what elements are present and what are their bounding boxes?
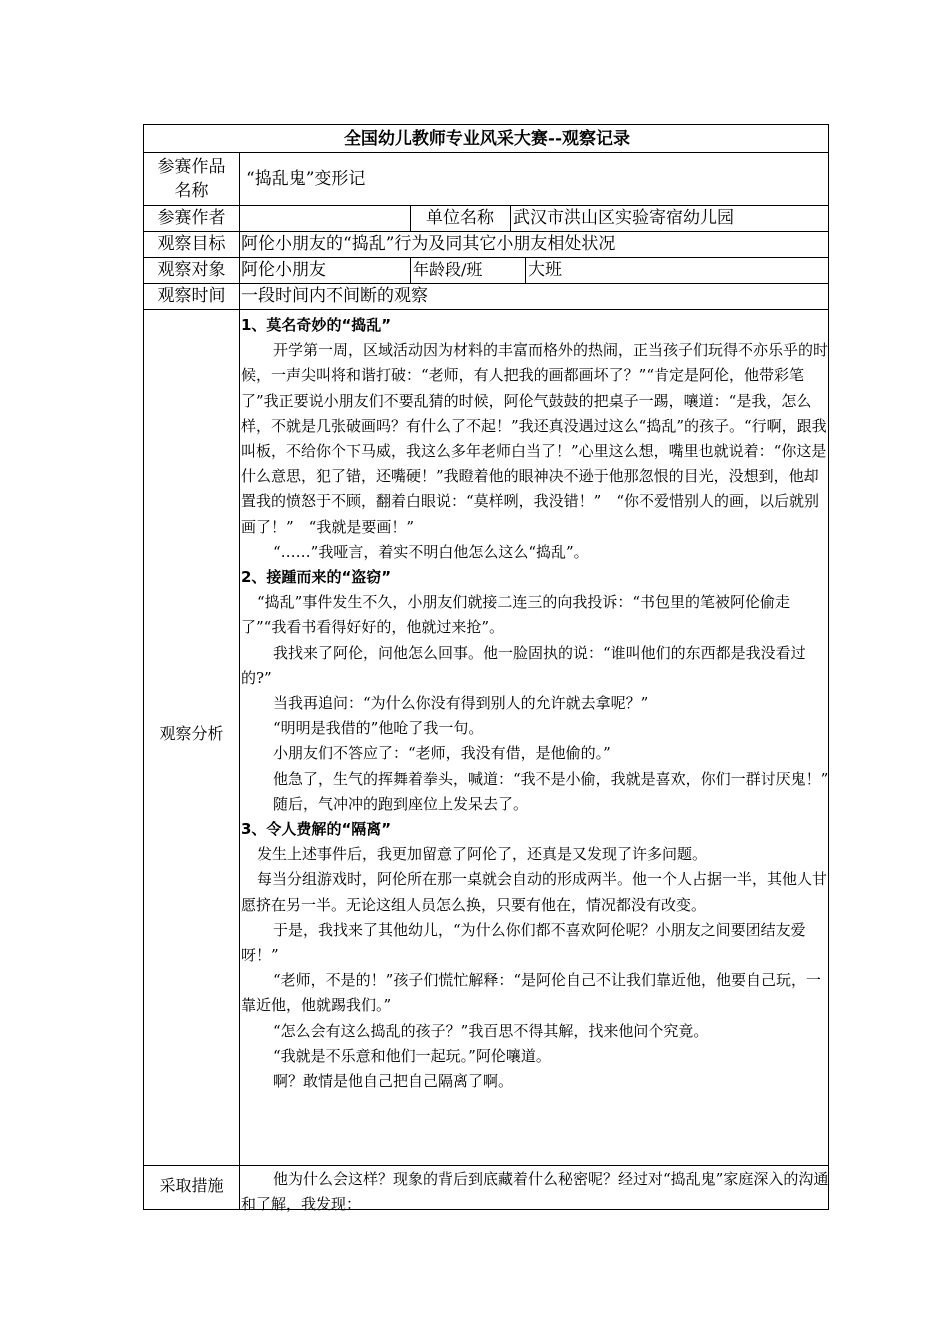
subject-label: 观察对象 (157, 260, 226, 280)
row-divider (144, 152, 828, 153)
subject-value: 阿伦小朋友 (241, 260, 326, 280)
analysis-label: 观察分析 (159, 724, 224, 743)
paragraph: 每当分组游戏时，阿伦所在那一桌就会自动的形成两半。他一个人占据一半，其他人甘愿挤在另一半。无论这组人员怎么换，只要有他在，情况都没有改变。 (241, 870, 828, 914)
paragraph: 开学第一周，区域活动因为材料的丰富而格外的热闹，正当孩子们玩得不亦乐乎的时候，一声尖叫将和谐打破：“老师，有人把我的画都画坏了？”“肯定是阿伦，他带彩笔了”我正要说小朋友们不要乱猜的时候，阿伦气鼓鼓的把桌子一踢，嚷道：“是我，怎么样，不就是几张破画吗？有什么了不起！”我还真没遇过这么“捣乱”的孩子。“行啊，跟我叫板，不给你个下马威，我这么多年老师白当了！”心里这么想，嘴里也就说着：“你这是什么意思，犯了错，还嘴硬！”我瞪着他的眼神决不逊于他那忽恨的目光，没想到，他却置我的愤怒于不顾，翻着白眼说：“莫样咧，我没错！” “你不爱惜别人的画，以后就别画了！” “我就是要画！” (241, 341, 829, 536)
paragraph: 当我再追问：“为什么你没有得到别人的允许就去拿呢？” (273, 694, 649, 713)
measures-content (241, 1159, 829, 1217)
unit-value: 武汉市洪山区实验寄宿幼儿园 (513, 208, 734, 228)
work-name-label-line-2: 名称 (174, 181, 209, 201)
column-divider (410, 257, 411, 283)
paragraph: “……”我哑言，着实不明白他怎么这么“捣乱”。 (273, 542, 589, 561)
label-column-divider (239, 152, 240, 1210)
paragraph: 啊？敢情是他自己把自己隔离了啊。 (273, 1072, 514, 1091)
work-name-value: “捣乱鬼”变形记 (246, 169, 366, 189)
section-heading: 2、接踵而来的“盗窃” (241, 568, 392, 587)
row-divider (144, 257, 828, 258)
page-title: 全国幼儿教师专业风采大赛--观察记录 (343, 129, 631, 149)
paragraph: “明明是我借的”他呛了我一句。 (273, 719, 484, 738)
observation-record-table (143, 124, 829, 1214)
paragraph: 他急了，生气的挥舞着拳头，喊道：“我不是小偷，我就是喜欢，你们一群讨厌鬼！” (273, 769, 829, 788)
row-divider (144, 283, 828, 284)
work-name-label-line-1: 参赛作品 (157, 157, 226, 177)
row-divider (144, 231, 828, 232)
paragraph: 发生上述事件后，我更加留意了阿伦了，还真是又发现了许多问题。 (257, 845, 708, 864)
paragraph: “我就是不乐意和他们一起玩。”阿伦嚷道。 (273, 1046, 551, 1065)
paragraph: 我找来了阿伦，问他怎么回事。他一脸固执的说：“谁叫他们的东西都是我没看过的?” (241, 643, 806, 687)
section-heading: 1、莫名奇妙的“捣乱” (241, 316, 392, 334)
paragraph: 小朋友们不答应了：“老师，我没有借，是他偷的。” (273, 744, 611, 763)
time-value: 一段时间内不间断的观察 (241, 286, 428, 306)
section-heading: 3、令人费解的“隔离” (241, 820, 392, 839)
analysis-content (241, 313, 829, 1094)
goal-label: 观察目标 (157, 234, 226, 254)
paragraph: “老师，不是的！”孩子们慌忙解释：“是阿伦自己不让我们靠近他，他要自己玩，一靠近他，他就踢我们。” (241, 971, 822, 1015)
column-divider (525, 257, 526, 283)
unit-label: 单位名称 (426, 208, 494, 228)
paragraph: “捣乱”事件发生不久，小朋友们就接二连三的向我投诉：“书包里的笔被阿伦偷走了”“我看书看得好好的，他就过来抢”。 (241, 593, 791, 637)
author-label: 参赛作者 (157, 208, 226, 228)
column-divider (510, 205, 511, 231)
row-divider (144, 309, 828, 310)
paragraph: 他为什么会这样？现象的背后到底藏着什么秘密呢？经过对“捣乱鬼”家庭深入的沟通和了解，我发现： (241, 1170, 829, 1214)
age-value: 大班 (528, 260, 562, 280)
work-name-label (144, 155, 239, 203)
age-label: 年龄段/班 (413, 260, 483, 279)
paragraph: 于是，我找来了其他幼儿，“为什么你们都不喜欢阿伦呢？小朋友之间要团结友爱呀！” (241, 920, 806, 965)
time-label: 观察时间 (157, 286, 226, 306)
measures-label: 采取措施 (159, 1176, 224, 1195)
paragraph: “怎么会有这么捣乱的孩子？”我百思不得其解，找来他问个究竟。 (273, 1021, 709, 1040)
paragraph: 随后，气冲冲的跑到座位上发呆去了。 (273, 794, 529, 813)
row-divider (144, 205, 828, 206)
goal-value: 阿伦小朋友的“捣乱”行为及同其它小朋友相处状况 (241, 234, 616, 254)
